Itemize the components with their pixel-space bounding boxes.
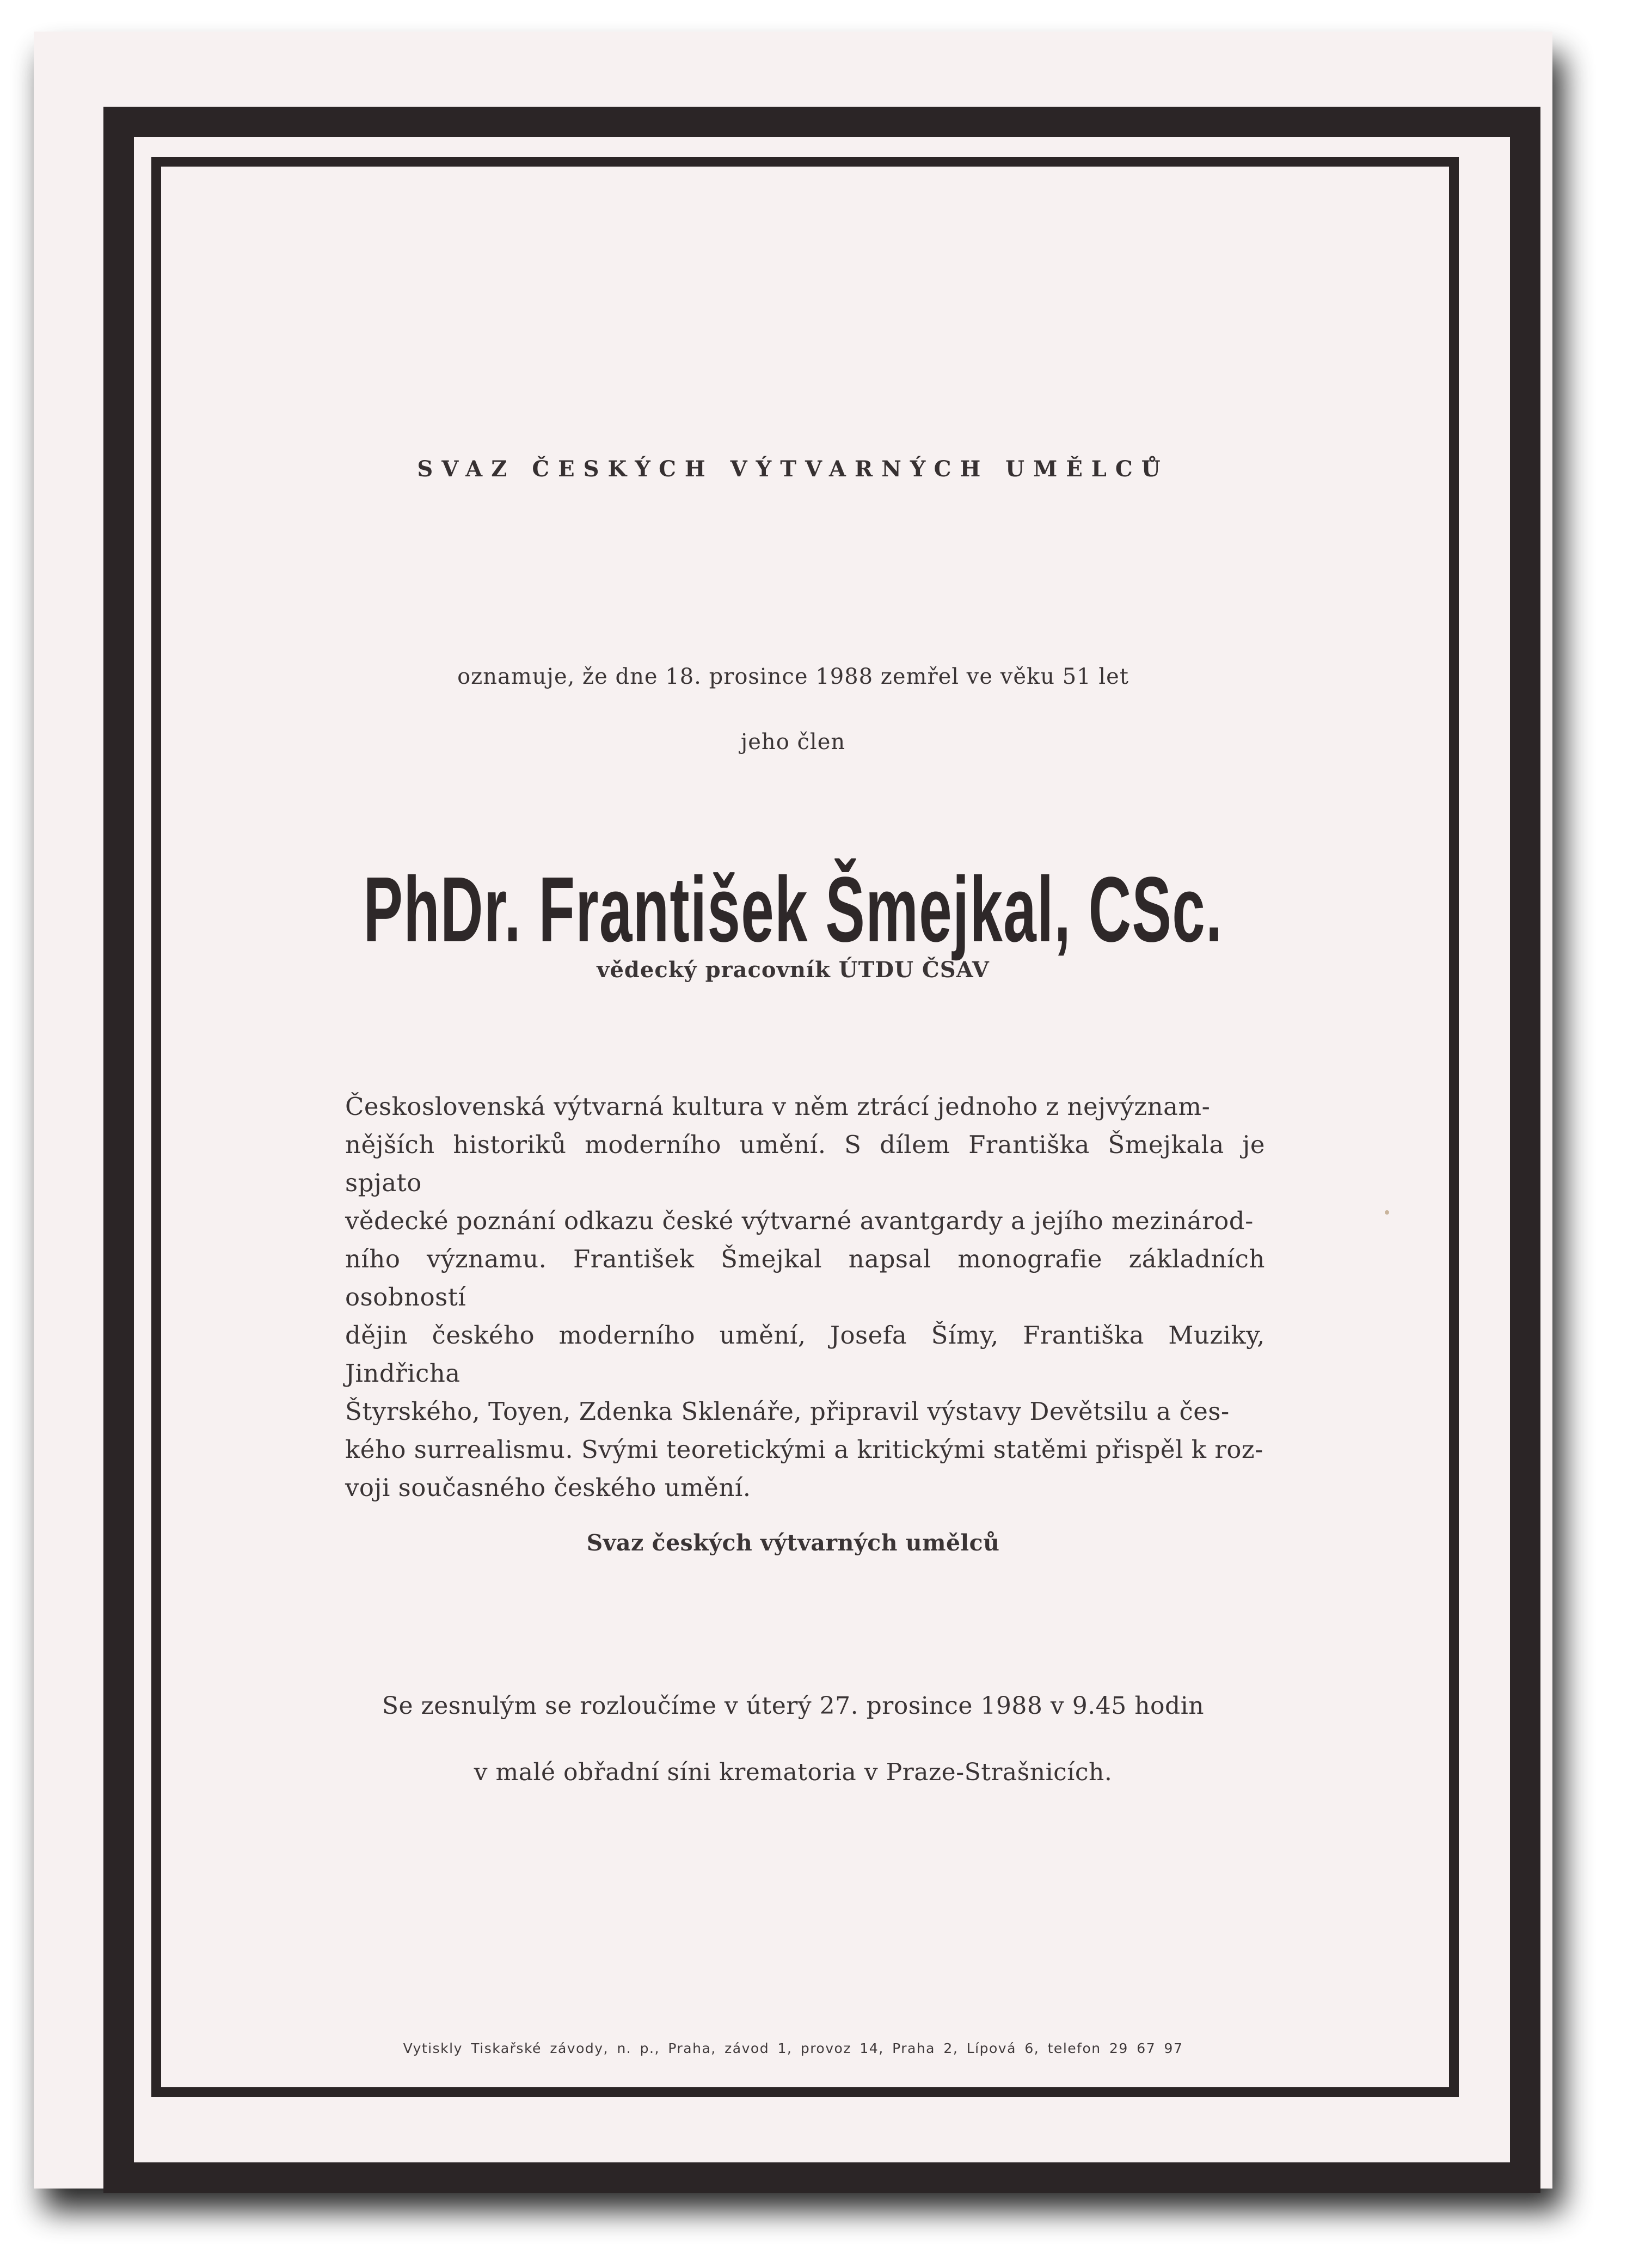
tribute-line: Štyrského, Toyen, Zdenka Sklenáře, připravil výstavy Devětsilu a čes-	[345, 1397, 1230, 1426]
signature: Svaz českých výtvarných umělců	[586, 1530, 1000, 1556]
deceased-role: vědecký pracovník ÚTDU ČSAV	[597, 957, 990, 983]
tribute-line: voji současného českého umění.	[345, 1473, 751, 1502]
tribute-line: nějších historiků moderního umění. S dílem Františka Šmejkala je spjato	[345, 1130, 1265, 1197]
tribute-line: vědecké poznání odkazu české výtvarné avantgardy a jejího mezinárod-	[345, 1206, 1254, 1235]
death-announcement: oznamuje, že dne 18. prosince 1988 zemřel ve věku 51 let	[457, 664, 1129, 689]
farewell-date-line: Se zesnulým se rozloučíme v úterý 27. prosince 1988 v 9.45 hodin	[382, 1692, 1205, 1720]
member-line: jeho člen	[740, 730, 846, 755]
farewell-place-line: v malé obřadní síni krematoria v Praze-Strašnicích.	[474, 1758, 1113, 1786]
tribute-paragraph	[345, 1088, 1265, 1507]
tribute-line: dějin českého moderního umění, Josefa Šímy, Františka Muziky, Jindřicha	[345, 1321, 1265, 1388]
tribute-line: ního významu. František Šmejkal napsal monografie základních osobností	[345, 1245, 1265, 1311]
paper-speck	[1385, 1210, 1389, 1215]
deceased-name: PhDr. František Šmejkal, CSc.	[363, 858, 1223, 961]
tribute-line: kého surrealismu. Svými teoretickými a kritickými statěmi přispěl k roz-	[345, 1435, 1263, 1464]
obituary-sheet	[34, 32, 1552, 2189]
organization-header: SVAZ ČESKÝCH VÝTVARNÝCH UMĚLCŮ	[417, 456, 1169, 482]
printer-imprint: Vytiskly Tiskařské závody, n. p., Praha, závod 1, provoz 14, Praha 2, Lípová 6, telefon 29 67 97	[403, 2040, 1183, 2056]
tribute-line: Československá výtvarná kultura v něm ztrácí jednoho z nejvýznam-	[345, 1092, 1211, 1121]
